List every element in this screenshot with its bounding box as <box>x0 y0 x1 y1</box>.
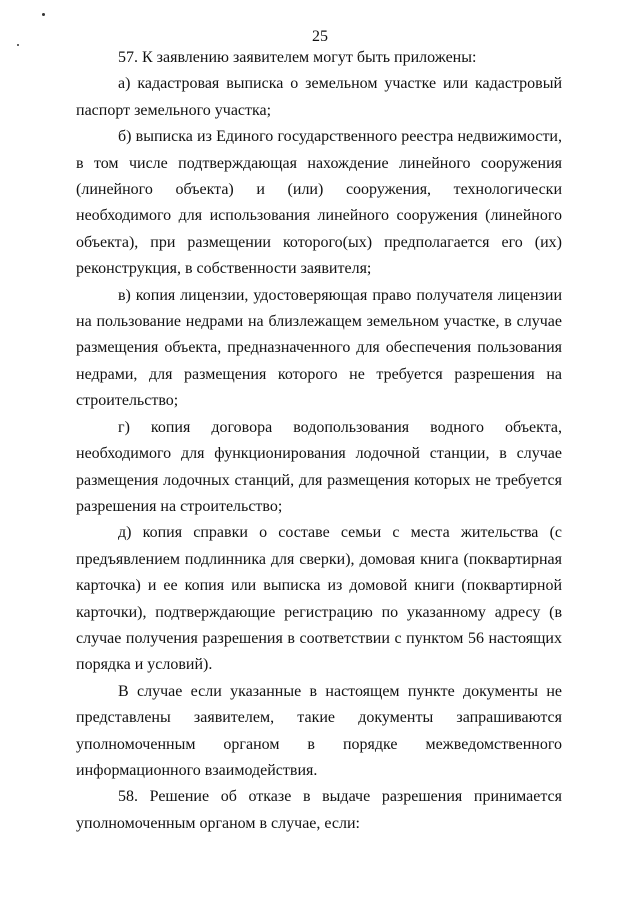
scan-speck <box>42 13 45 16</box>
paragraph-interagency-note: В случае если указанные в настоящем пункте документы не представлены заявителем, такие документы запрашиваются уполномоченным органом в порядке межведомственного информационного взаимодействия. <box>76 682 562 779</box>
paragraph-57-intro: 57. К заявлению заявителем могут быть приложены: <box>118 49 477 66</box>
paragraph-item-d: д) копия справки о составе семьи с места жительства (с предъявлением подлинника для сверки), домовая книга (поквартирная карточка) и ее копия или выписка из домовой книги (поквартирной карточки), подтверждающие регистрацию по указанному адресу (в случае получения разрешения в соответствии с пунктом 56 настоящих порядка и условий). <box>76 524 562 674</box>
paragraph-item-b: б) выписка из Единого государственного реестра недвижимости, в том числе подтверждающая нахождение линейного сооружения (линейного объекта) и (или) сооружения, технологически необходимого для использования линейного сооружения (линейного объекта), при размещении которого(ых) предполагается его (их) реконструкция, в собственности заявителя; <box>76 128 562 278</box>
paragraph-item-a: а) кадастровая выписка о земельном участке или кадастровый паспорт земельного участка; <box>76 75 562 119</box>
paragraph-item-v: в) копия лицензии, удостоверяющая право получателя лицензии на пользование недрами на близлежащем земельном участке, в случае размещения объекта, предназначенного для обеспечения пользования недрами, для размещения которого не требуется разрешения на строительство; <box>76 286 562 410</box>
document-body <box>76 45 562 837</box>
paragraph-58-intro: 58. Решение об отказе в выдаче разрешения принимается уполномоченным органом в случае, если: <box>76 788 562 832</box>
paragraph-item-g: г) копия договора водопользования водного объекта, необходимого для функционирования лодочной станции, в случае размещения лодочных станций, для размещения которых не требуется разрешения на строительство; <box>76 418 562 515</box>
page-number: 25 <box>312 28 328 45</box>
